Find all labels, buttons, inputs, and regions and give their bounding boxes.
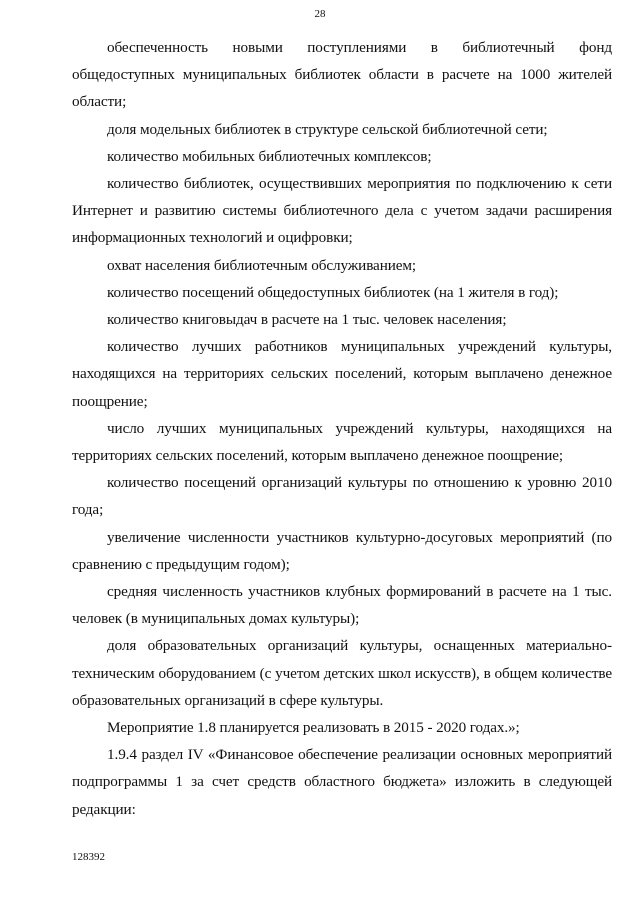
- paragraph: количество библиотек, осуществивших мероприятия по подключению к сети Интернет и развитию системы библиотечного дела с учетом задачи расширения информационных технологий и оцифровки;: [72, 175, 612, 247]
- paragraph: средняя численность участников клубных формирований в расчете на 1 тыс. человек (в муниципальных домах культуры);: [72, 583, 612, 628]
- paragraph: увеличение численности участников культурно-досуговых мероприятий (по сравнению с предыдущим годом);: [72, 528, 612, 573]
- body-text: [72, 34, 612, 823]
- paragraph: доля образовательных организаций культуры, оснащенных материально-техническим оборудованием (с учетом детских школ искусств), в общем количестве образовательных организаций в сфере культуры.: [72, 637, 612, 709]
- paragraph: количество посещений общедоступных библиотек (на 1 жителя в год);: [107, 283, 559, 301]
- paragraph: число лучших муниципальных учреждений культуры, находящихся на территориях сельских поселений, которым выплачено денежное поощрение;: [72, 419, 612, 465]
- document-code: 128392: [72, 851, 105, 863]
- paragraph: Мероприятие 1.8 планируется реализовать в 2015 - 2020 годах.»;: [107, 719, 520, 737]
- paragraph: количество посещений организаций культуры по отношению к уровню 2010 года;: [72, 474, 612, 519]
- paragraph: количество мобильных библиотечных комплексов;: [107, 147, 432, 165]
- paragraph: обеспеченность новыми поступлениями в библиотечный фонд общедоступных муниципальных библиотек области в расчете на 1000 жителей области;: [72, 39, 612, 111]
- paragraph: 1.9.4 раздел IV «Финансовое обеспечение реализации основных мероприятий подпрограммы 1 за счет средств областного бюджета» изложить в следующей редакции:: [72, 746, 612, 818]
- paragraph: доля модельных библиотек в структуре сельской библиотечной сети;: [107, 120, 548, 138]
- paragraph: количество книговыдач в расчете на 1 тыс. человек населения;: [107, 311, 507, 329]
- page-number: 28: [314, 8, 326, 20]
- paragraph: количество лучших работников муниципальных учреждений культуры, находящихся на территориях сельских поселений, которым выплачено денежное поощрение;: [72, 338, 612, 410]
- paragraph: охват населения библиотечным обслуживанием;: [107, 256, 417, 274]
